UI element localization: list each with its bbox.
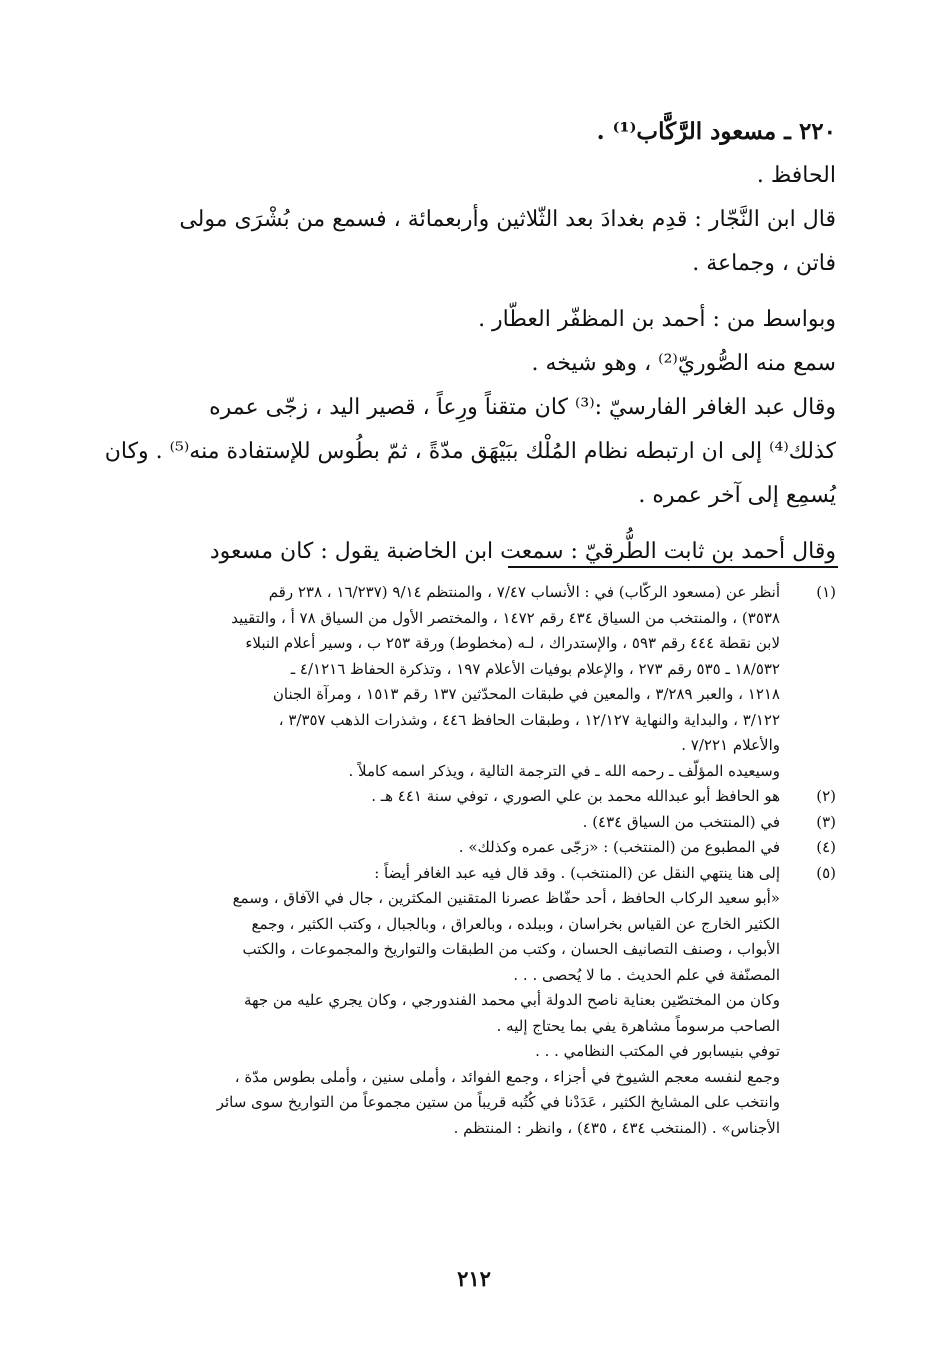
main-line: فاتن ، وجماعة .	[692, 251, 836, 276]
footnote-line: توفي بنيسابور في المكتب النظامي . . .	[535, 1042, 780, 1060]
footnote-line: وجمع لنفسه معجم الشيوخ في أجزاء ، وجمع الفوائد ، وأملى سنين ، وأملى بطوس مدّة ،	[234, 1067, 780, 1086]
main-line: قال ابن النَّجّار : قدِم بغدادَ بعد الثّلاثين وأربعمائة ، فسمع من بُشْرَى مولى	[179, 207, 836, 232]
main-line: وقال أحمد بن ثابت الطُّرقيّ : سمعت ابن الخاضبة يقول : كان مسعود	[209, 539, 836, 564]
footnote-line: الكثير الخارج عن القياس بخراسان ، وببلده ، وبالعراق ، وبالجبال ، وكتب الكثير ، وجمع	[251, 914, 780, 933]
footnote-number: (٣)	[816, 812, 836, 831]
main-text	[100, 110, 836, 574]
footnote-5	[100, 861, 836, 1142]
footnote-line: وكان من المختصّين بعناية ناصح الدولة أبي محمد الفندورجي ، وكان يجري عليه من جهة	[243, 991, 780, 1009]
footnote-number: (٥)	[816, 863, 836, 882]
footnote-3	[100, 810, 836, 836]
footnote-1	[100, 580, 836, 784]
footnote-divider	[508, 566, 838, 568]
footnote-2	[100, 784, 836, 810]
footnote-line: الأجناس» . (المنتخب ٤٣٤ ، ٤٣٥) ، وانظر : المنتظم .	[453, 1118, 780, 1137]
main-line: يُسمِع إلى آخر عمره .	[638, 483, 836, 508]
footnote-line: ١٢١٨ ، والعبر ٣/٢٨٩ ، والمعين في طبقات المحدّثين ١٣٧ رقم ١٥١٣ ، ومرآة الجنان	[272, 685, 780, 703]
footnote-line: هو الحافظ أبو عبدالله محمد بن علي الصوري ، توفي سنة ٤٤١ هـ .	[371, 787, 780, 805]
footnote-line: والأعلام ٧/٢٢١ .	[681, 736, 780, 754]
page-number: ٢١٢	[457, 1266, 491, 1291]
footnote-line: إلى هنا ينتهي النقل عن (المنتخب) . وقد قال فيه عبد الغافر أيضاً :	[374, 863, 780, 882]
main-line: كذلك⁽⁴⁾ إلى ان ارتبطه نظام المُلْك ببَيْهَق مدّةً ، ثمّ بطُوس للإستفادة منه⁽⁵⁾ . وكان	[104, 439, 836, 464]
footnote-line: لابن نقطة ٤٤٤ رقم ٥٩٣ ، والإستدراك ، لـه (مخطوط) ورقة ٢٥٣ ب ، وسير أعلام النبلاء	[245, 634, 780, 652]
main-line: سمع منه الصُّوريّ⁽²⁾ ، وهو شيخه .	[531, 351, 836, 376]
footnotes	[100, 580, 836, 1141]
main-line: وبواسط من : أحمد بن المظفّر العطّار .	[478, 307, 836, 332]
footnote-line: في (المنتخب من السياق ٤٣٤) .	[582, 812, 780, 831]
entry-title: ٢٢٠ ـ مسعود الرَّكَّاب⁽¹⁾ .	[596, 118, 836, 145]
footnote-line: في المطبوع من (المنتخب) : «زجّى عمره وكذلك» .	[458, 838, 780, 856]
footnote-line: أنظر عن (مسعود الركّاب) في : الأنساب ٧/٤٧ ، والمنتظم ٩/١٤ (١٦/٢٣٧ ، ٢٣٨ رقم	[268, 583, 780, 601]
footnote-line: ٣٥٣٨) ، والمنتخب من السياق ٤٣٤ رقم ١٤٧٢ ، والمختصر الأول من السياق ٧٨ أ ، والتقييد	[231, 608, 780, 627]
footnote-line: «أبو سعيد الركاب الحافظ ، أحد حفّاظ عصرنا المتقنين المكثرين ، جال في الآفاق ، وسمع	[232, 889, 780, 907]
main-line: وقال عبد الغافر الفارسيّ :⁽³⁾ كان متقناً ورِعاً ، قصير اليد ، زجّى عمره	[209, 395, 836, 420]
footnote-line: المصنّفة في علم الحديث . ما لا يُحصى . . .	[513, 965, 780, 984]
footnote-line: الصاحب مرسوماً مشاهرة يفي بما يحتاج إليه .	[496, 1016, 780, 1035]
footnote-line: ١٨/٥٣٢ ـ ٥٣٥ رقم ٢٧٣ ، والإعلام بوفيات الأعلام ١٩٧ ، وتذكرة الحفاظ ٤/١٢١٦ ـ	[290, 659, 780, 678]
footnote-4	[100, 835, 836, 861]
footnote-line: وانتخب على المشايخ الكثير ، عَدَدْنا في كُتُبه قريباً من ستين مجموعاً من التواريخ سوى سائر	[216, 1093, 780, 1111]
footnote-number: (١)	[816, 583, 836, 601]
footnote-number: (٤)	[816, 838, 836, 856]
footnote-number: (٢)	[816, 787, 836, 805]
footnote-line: وسيعيده المؤلّف ـ رحمه الله ـ في الترجمة التالية ، ويذكر اسمه كاملاً .	[348, 761, 780, 780]
footnote-line: ٣/١٢٢ ، والبداية والنهاية ١٢/١٢٧ ، وطبقات الحافظ ٤٤٦ ، وشذرات الذهب ٣/٣٥٧ ،	[278, 710, 780, 729]
footnote-line: الأبواب ، وصنف التصانيف الحسان ، وكتب من الطبقات والتواريخ والمجموعات ، والكتب	[242, 940, 780, 958]
main-line: الحافظ .	[756, 163, 836, 188]
